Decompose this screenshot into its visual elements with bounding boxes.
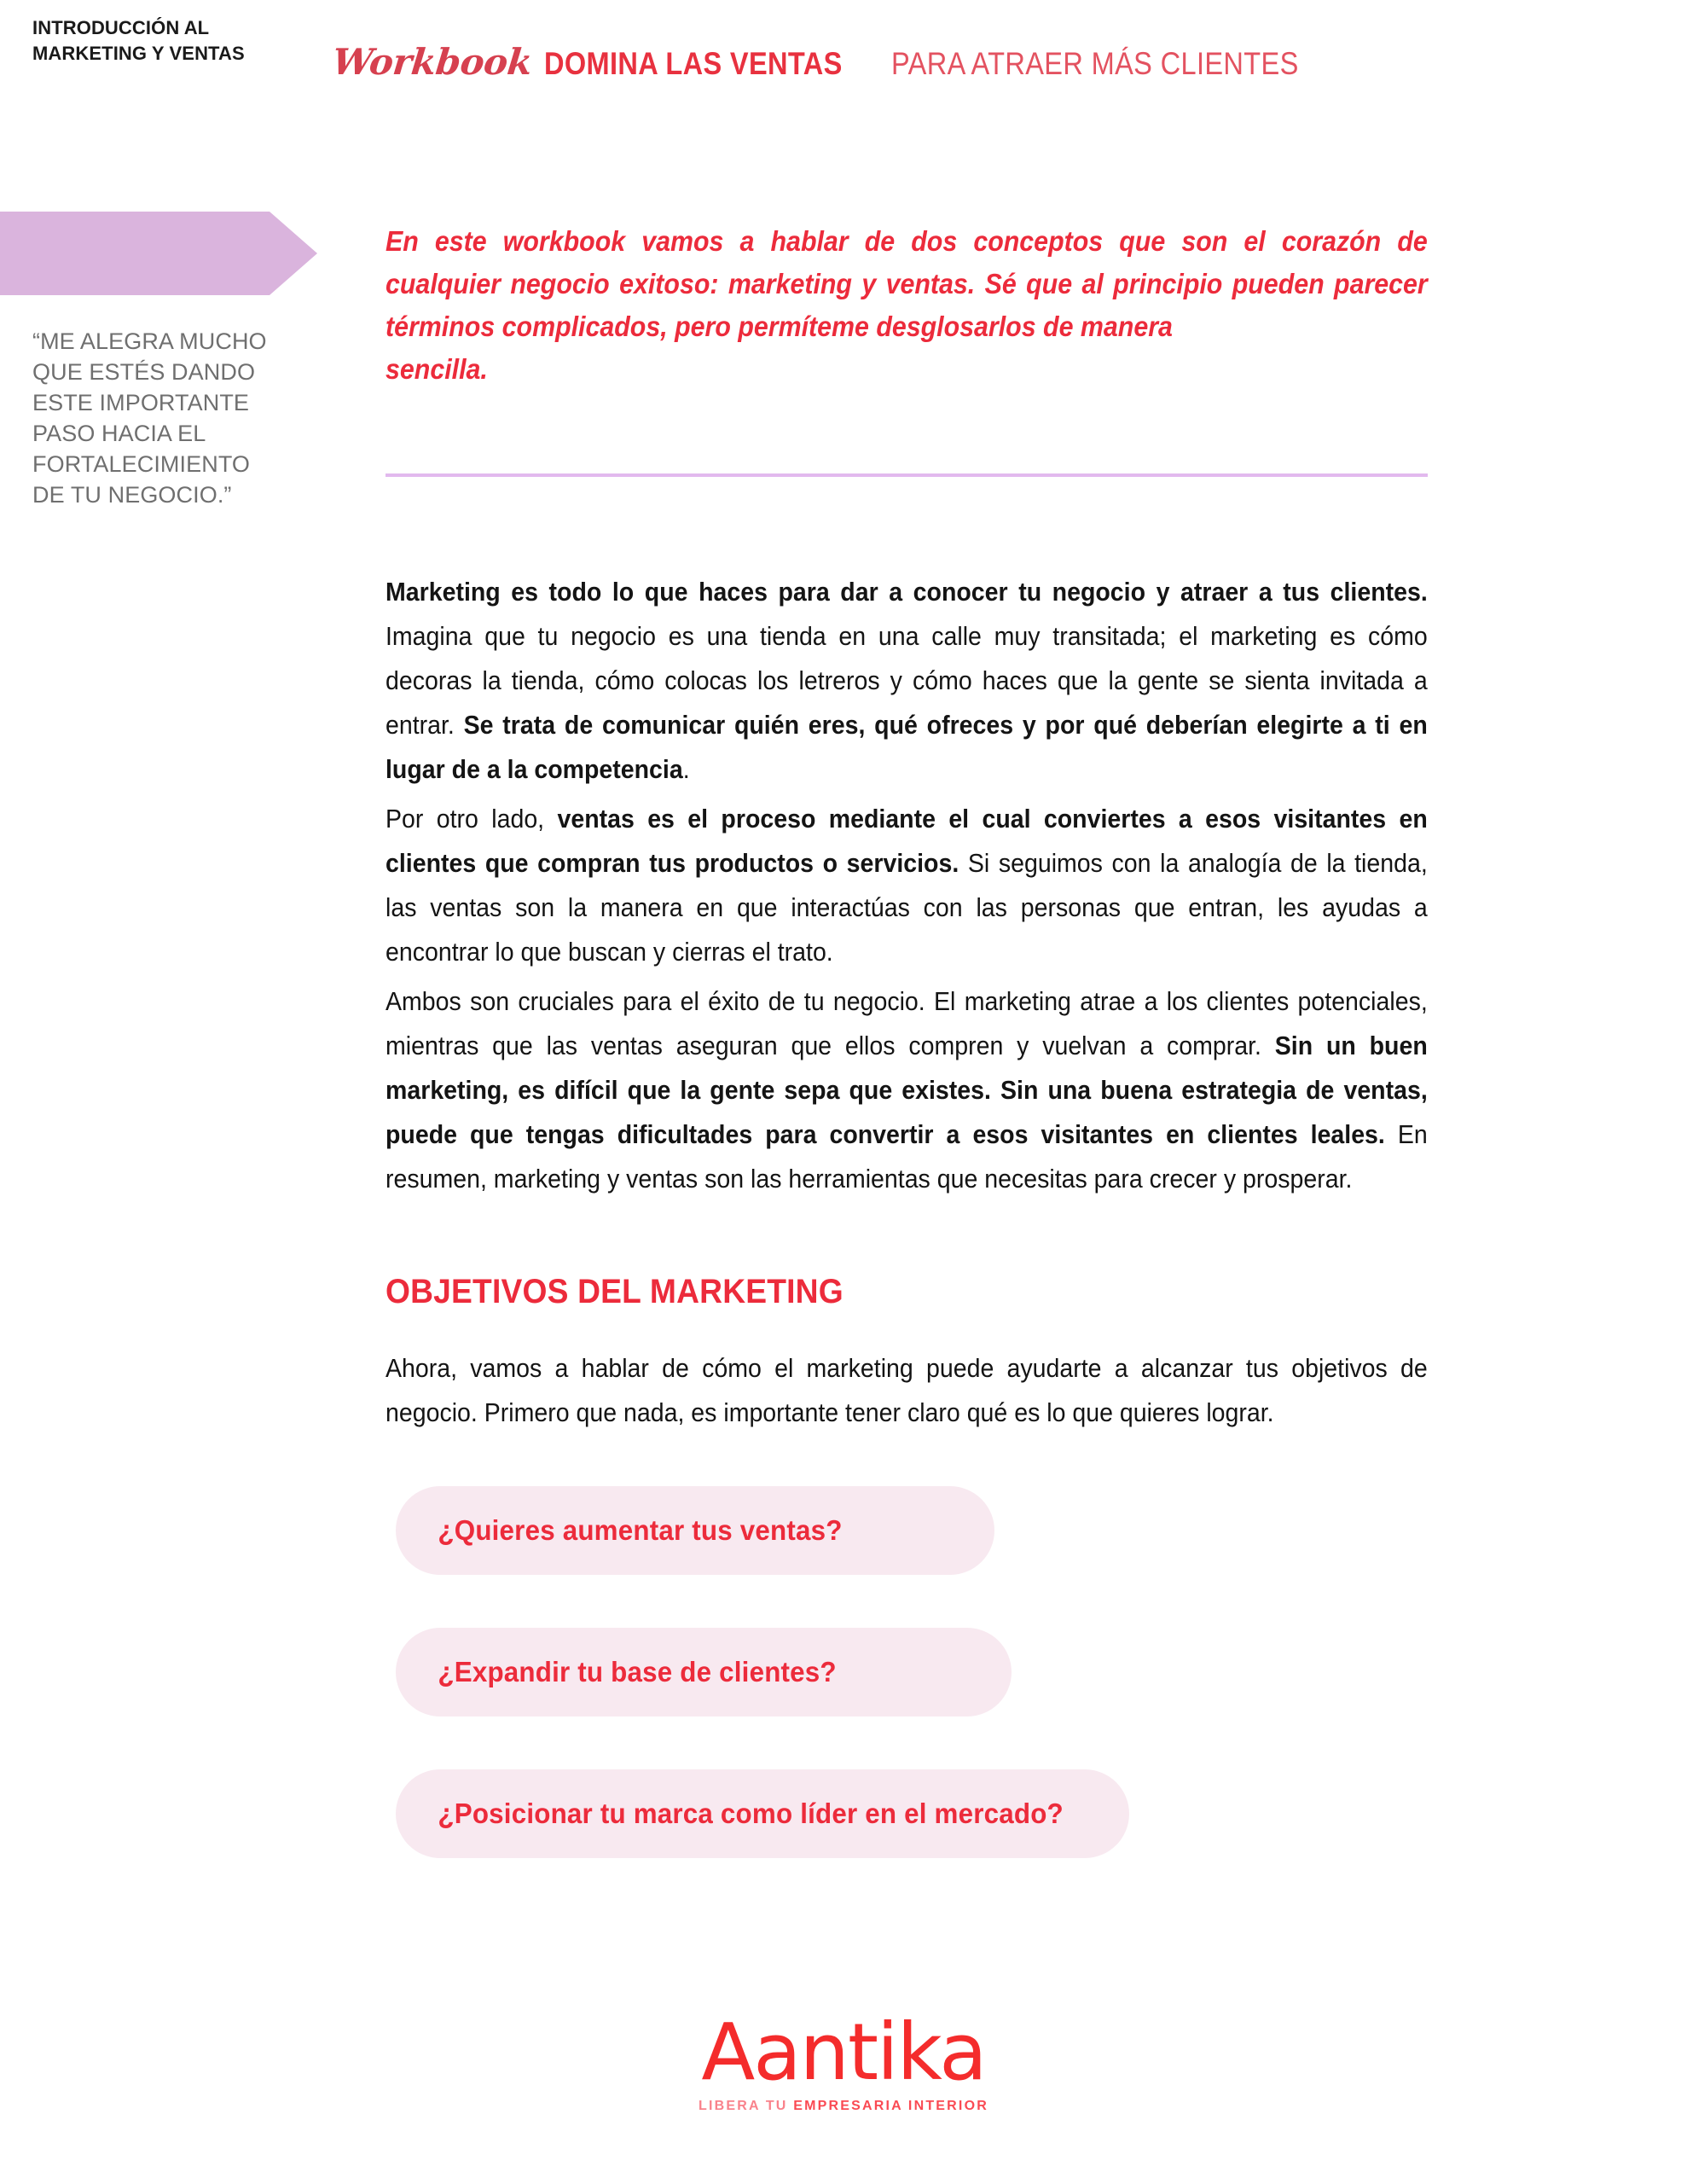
brand-wordmark: Aantika — [701, 2007, 986, 2098]
objective-pill[interactable] — [396, 1628, 1012, 1716]
intro-lead-text: En este workbook vamos a hablar de dos conceptos que son el corazón de cualquier negocio exitoso: marketing y ventas. Sé que al principio pueden parecer términos complicados, pero permíteme desglosarlos de manera — [386, 225, 1428, 342]
text-run: En resumen, marketing y ventas son las herramientas que necesitas para crecer y prosperar. — [386, 1119, 1428, 1194]
emphasis-run: Se trata de comunicar quién eres, qué ofreces y por qué deberían elegirte a ti en lugar de a la competencia — [386, 710, 1428, 784]
section-tab-arrow — [0, 212, 317, 295]
section-heading: OBJETIVOS DEL MARKETING — [386, 1273, 844, 1310]
body-paragraph — [386, 797, 1428, 974]
text-run: Imagina que tu negocio es una tienda en una calle muy transitada; el marketing es cómo decoras la tienda, cómo colocas los letreros y cómo haces que la gente se sienta invitada a entrar. — [386, 621, 1428, 740]
header-bold-text: DOMINA LAS VENTAS — [543, 46, 843, 81]
text-run: . — [682, 754, 690, 784]
section-divider — [386, 473, 1428, 477]
section-tab-label: INTRODUCCIÓN AL MARKETING Y VENTAS — [32, 17, 245, 64]
text-run: Por otro lado, — [386, 804, 558, 834]
brand-tagline — [0, 2099, 1687, 2114]
objective-pill[interactable] — [396, 1769, 1129, 1858]
emphasis-run: Sin un buen marketing, es difícil que la gente sepa que existes. Sin una buena estrategia de ventas, puede que tengas dificultades para convertir a esos visitantes en clientes leales. — [386, 1031, 1428, 1149]
objective-pill-label: ¿Quieres aumentar tus ventas? — [438, 1514, 843, 1546]
body-paragraph — [386, 1346, 1428, 1435]
text-run: Ambos son cruciales para el éxito de tu negocio. El marketing atrae a los clientes potenciales, mientras que las ventas aseguran que ellos compren y vuelvan a comprar. — [386, 986, 1428, 1060]
objective-pill-label: ¿Posicionar tu marca como líder en el mercado? — [438, 1798, 1064, 1829]
objective-pill-label: ¿Expandir tu base de clientes? — [438, 1656, 837, 1687]
text-run: Si seguimos con la analogía de la tienda, las ventas son la manera en que interactúas con las personas que entran, les ayudas a encontrar lo que buscan y cierras el trato. — [386, 848, 1428, 967]
header-light-text: PARA ATRAER MÁS CLIENTES — [891, 46, 1299, 81]
intro-lead-last-line: sencilla. — [386, 353, 488, 385]
tagline-accent: EMPRESARIA INTERIOR — [793, 2099, 988, 2113]
emphasis-run: Marketing es todo lo que haces para dar a conocer tu negocio y atraer a tus clientes. — [386, 577, 1428, 607]
body-paragraph — [386, 570, 1428, 792]
intro-lead-paragraph — [386, 220, 1428, 391]
body-paragraph — [386, 979, 1428, 1201]
objective-pill[interactable] — [396, 1486, 994, 1575]
text-run: Ahora, vamos a hablar de cómo el marketing puede ayudarte a alcanzar tus objetivos de negocio. Primero que nada, es importante tener claro qué es lo que quieres lograr. — [386, 1353, 1428, 1427]
footer-logo — [0, 2007, 1687, 2114]
emphasis-run: ventas es el proceso mediante el cual conviertes a esos visitantes en clientes que compran tus productos o servicios. — [386, 804, 1428, 878]
header-script-word: Workbook — [330, 41, 535, 83]
sidebar-quote: “ME ALEGRA MUCHO QUE ESTÉS DANDO ESTE IMPORTANTE PASO HACIA EL FORTALECIMIENTO DE TU NEGOCIO.” — [32, 328, 267, 508]
tagline-prefix: LIBERA TU — [699, 2099, 794, 2113]
